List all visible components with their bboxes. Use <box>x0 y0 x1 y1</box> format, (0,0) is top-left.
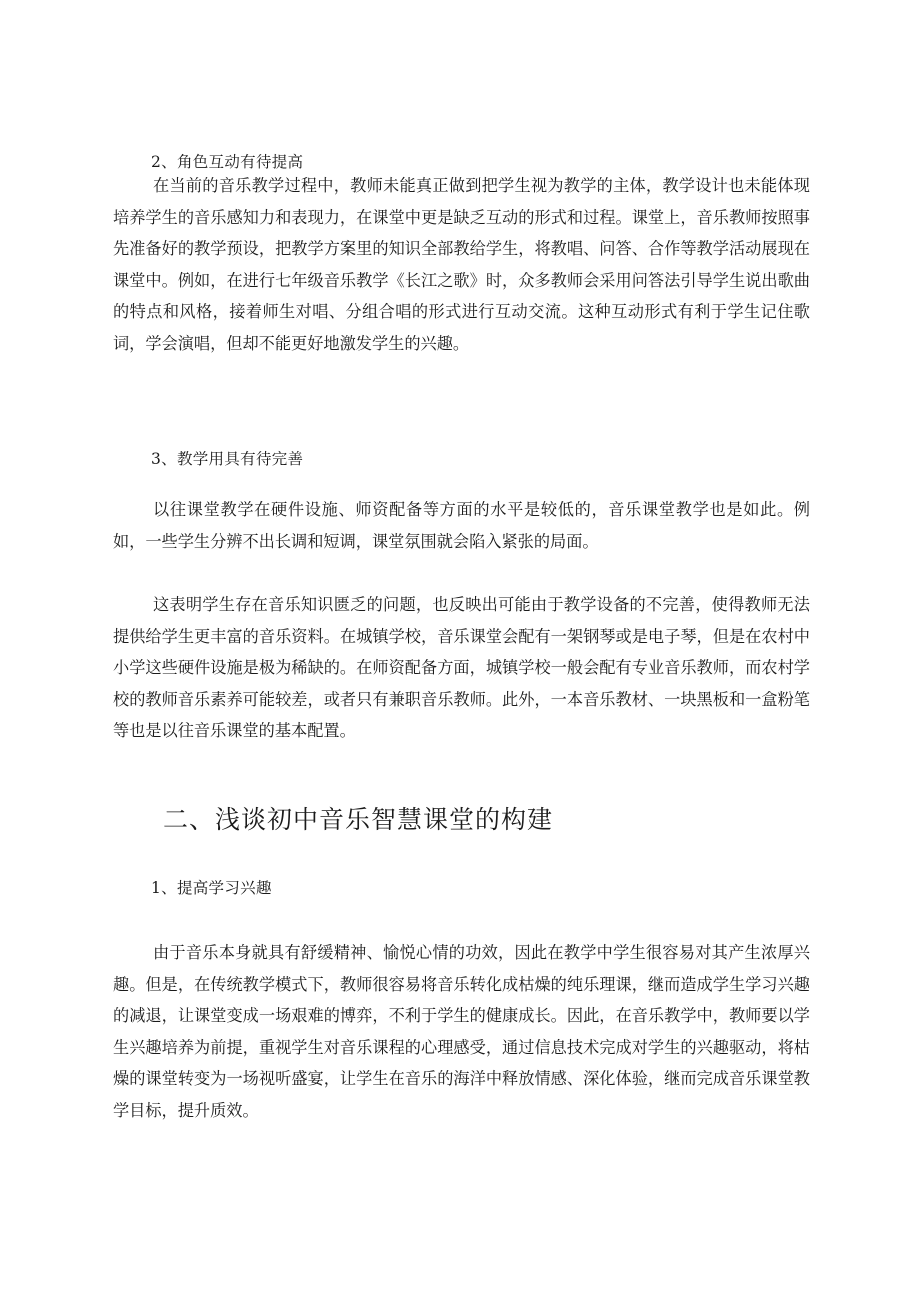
section-title: 二、浅谈初中音乐智慧课堂的构建 <box>163 805 554 834</box>
subheading-teaching-tools: 3、教学用具有待完善 <box>151 450 304 468</box>
subheading-role-interaction: 2、角色互动有待提高 <box>151 153 304 171</box>
paragraph-interest: 由于音乐本身就具有舒缓精神、愉悦心情的功效，因此在教学中学生很容易对其产生浓厚兴趣。但是，在传统教学模式下，教师很容易将音乐转化成枯燥的纯乐理课，继而造成学生学习兴趣的减退，让课堂变成一场艰难的博弈，不利于学生的健康成长。因此，在音乐教学中，教师要以学生兴趣培养为前提，重视学生对音乐课程的心理感受，通过信息技术完成对学生的兴趣驱动，将枯燥的课堂转变为一场视听盛宴，让学生在音乐的海洋中释放情感、深化体验，继而完成音乐课堂教学目标，提升质效。 <box>113 943 810 1120</box>
subheading-learning-interest: 1、提高学习兴趣 <box>151 879 272 897</box>
paragraph-hardware: 以往课堂教学在硬件设施、师资配备等方面的水平是较低的，音乐课堂教学也是如此。例如，一些学生分辨不出长调和短调，课堂氛围就会陷入紧张的局面。 <box>113 500 810 551</box>
paragraph-interaction: 在当前的音乐教学过程中，教师未能真正做到把学生视为教学的主体，教学设计也未能体现培养学生的音乐感知力和表现力，在课堂中更是缺乏互动的形式和过程。课堂上，音乐教师按照事先准备好的教学预设，把教学方案里的知识全部教给学生，将教唱、问答、合作等教学活动展现在课堂中。例如，在进行七年级音乐教学《长江之歌》时，众多教师会采用问答法引导学生说出歌曲的特点和风格，接着师生对唱、分组合唱的形式进行互动交流。这种互动形式有利于学生记住歌词，学会演唱，但却不能更好地激发学生的兴趣。 <box>113 176 810 353</box>
paragraph-resources: 这表明学生存在音乐知识匮乏的问题，也反映出可能由于教学设备的不完善，使得教师无法提供给学生更丰富的音乐资料。在城镇学校，音乐课堂会配有一架钢琴或是电子琴，但是在农村中小学这些硬件设施是极为稀缺的。在师资配备方面，城镇学校一般会配有专业音乐教师，而农村学校的教师音乐素养可能较差，或者只有兼职音乐教师。此外，一本音乐教材、一块黑板和一盒粉笔等也是以往音乐课堂的基本配置。 <box>113 595 810 741</box>
